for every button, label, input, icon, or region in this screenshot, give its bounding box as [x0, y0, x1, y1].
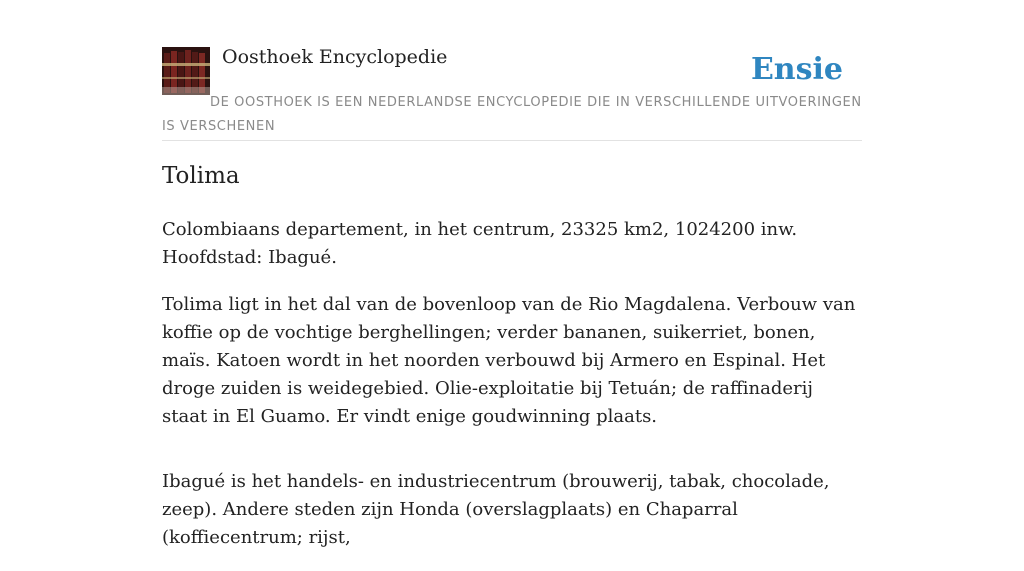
page-title: Tolima: [162, 163, 240, 189]
article-paragraph: Colombiaans departement, in het centrum, 23325 km2, 1024200 inw. Hoofdstad: Ibagué.: [162, 219, 798, 268]
site-title[interactable]: Oosthoek Encyclopedie: [222, 46, 448, 68]
article-body: [162, 216, 862, 571]
article-paragraph: Ibagué is het handels- en industriecentrum (brouwerij, tabak, chocolade, zeep). Andere steden zijn Honda (overslagplaats) en Chaparral (koffiecentrum; rijst,: [162, 471, 830, 548]
article-paragraph: Tolima ligt in het dal van de bovenloop van de Rio Magdalena. Verbouw van koffie op de vochtige berghellingen; verder bananen, suikerriet, bonen, maïs. Katoen wordt in het noorden verbouwd bij Armero en Espinal. Het droge zuiden is weidegebied. Olie-exploitatie bij Tetuán; de raffinaderij staat in El Guamo. Er vindt enige goudwinning plaats.: [162, 294, 856, 427]
encyclopedia-books-icon[interactable]: [162, 47, 210, 95]
brand-logo[interactable]: Ensie: [750, 52, 843, 87]
site-header: [162, 0, 862, 141]
site-tagline: DE OOSTHOEK IS EEN NEDERLANDSE ENCYCLOPEDIE DIE IN VERSCHILLENDE UITVOERINGEN IS VERSCHENEN: [162, 95, 862, 134]
page-container: [162, 0, 862, 548]
